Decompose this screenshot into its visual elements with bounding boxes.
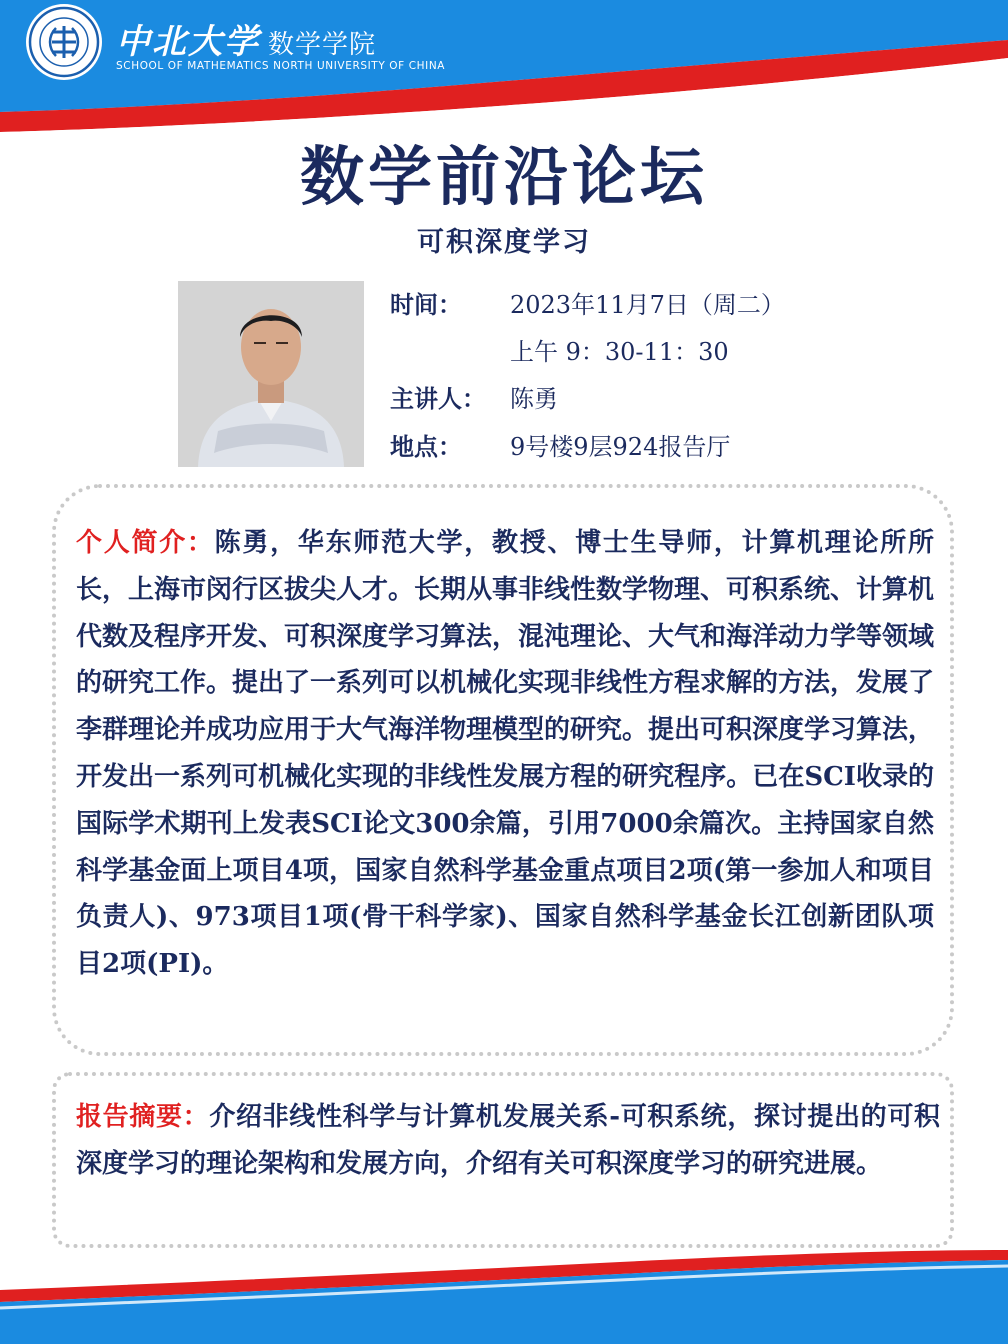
abstract-paragraph: [76, 1094, 940, 1188]
talk-title: 可积深度学习: [417, 227, 591, 258]
footer-wave-banner: [0, 1220, 1008, 1344]
place-value: 9号楼9层924报告厅: [510, 433, 731, 461]
department-name: 数学学院: [268, 30, 377, 60]
university-english-name: SCHOOL OF MATHEMATICS NORTH UNIVERSITY OF CHINA: [116, 60, 446, 72]
university-seal-logo: [26, 4, 102, 80]
poster-title: 数学前沿论坛: [300, 141, 708, 215]
university-name: [116, 14, 376, 63]
speaker-label: 主讲人：: [390, 385, 486, 413]
abstract-text: 介绍非线性科学与计算机发展关系-可积系统，探讨提出的可积深度学习的理论架构和发展方向，介绍有关可积深度学习的研究进展。: [76, 1102, 940, 1179]
time-hours: 上午 9：30-11：30: [510, 338, 729, 366]
bio-paragraph: [76, 520, 934, 988]
bio-heading: 个人简介：: [76, 528, 215, 558]
speaker-row: [390, 379, 558, 414]
time-row: [390, 285, 785, 320]
speaker-photo: [178, 281, 364, 467]
abstract-heading: 报告摘要：: [76, 1102, 210, 1132]
speaker-name: 陈勇: [510, 385, 558, 413]
university-name-text: 中北大学: [116, 22, 260, 62]
time-date: 2023年11月7日（周二）: [510, 291, 785, 319]
place-label: 地点：: [390, 433, 462, 461]
bio-text: 陈勇，华东师范大学，教授、博士生导师，计算机理论所所长，上海市闵行区拔尖人才。长期从事非线性数学物理、可积系统、计算机代数及程序开发、可积深度学习算法，混沌理论、大气和海洋动力学等领域的研究工作。提出了一系列可以机械化实现非线性方程求解的方法，发展了李群理论并成功应用于大气海洋物理模型的研究。提出可积深度学习算法，开发出一系列可机械化实现的非线性发展方程的研究程序。已在SCI收录的国际学术期刊上发表SCI论文300余篇，引用7000余篇次。主持国家自然科学基金面上项目4项，国家自然科学基金重点项目2项(第一参加人和项目负责人)、973项目1项(骨干科学家)、国家自然科学基金长江创新团队项目2项(PI)。: [76, 528, 935, 980]
time-label: 时间：: [390, 291, 462, 319]
place-row: [390, 427, 730, 462]
